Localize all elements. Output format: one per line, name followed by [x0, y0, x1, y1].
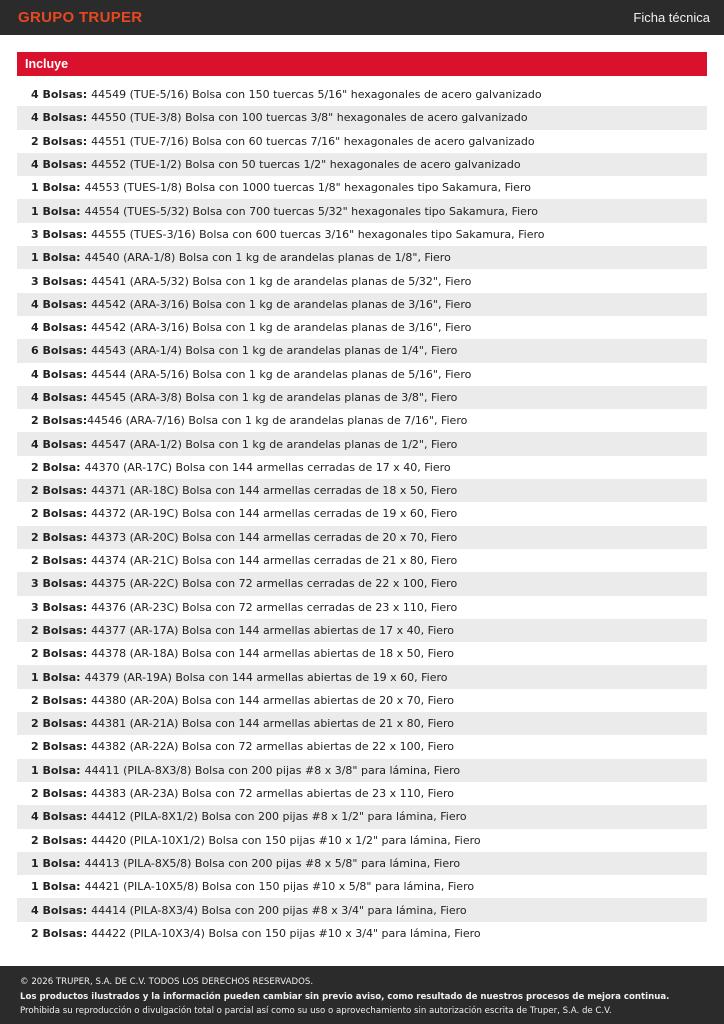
item-description: 44378 (AR-18A) Bolsa con 144 armellas abiertas de 18 x 50, Fiero — [91, 647, 455, 661]
item-description: 44381 (AR-21A) Bolsa con 144 armellas abiertas de 21 x 80, Fiero — [91, 717, 455, 731]
item-description: 44542 (ARA-3/16) Bolsa con 1 kg de arandelas planas de 3/16", Fiero — [91, 297, 472, 311]
list-item — [17, 549, 707, 572]
item-description: 44554 (TUES-5/32) Bolsa con 700 tuercas 5/32" hexagonales tipo Sakamura, Fiero — [84, 204, 538, 218]
footer-copyright: © 2026 TRUPER, S.A. DE C.V. TODOS LOS DERECHOS RESERVADOS. — [20, 977, 314, 987]
item-quantity: 3 Bolsas: — [31, 274, 88, 288]
item-quantity: 3 Bolsas: — [31, 577, 88, 591]
item-description: 44555 (TUES-3/16) Bolsa con 600 tuercas 3/16" hexagonales tipo Sakamura, Fiero — [91, 227, 545, 241]
list-item — [17, 176, 707, 199]
list-item — [17, 689, 707, 712]
list-item — [17, 339, 707, 362]
list-item — [17, 829, 707, 852]
item-quantity: 4 Bolsas: — [31, 321, 88, 335]
item-quantity: 2 Bolsas: — [31, 623, 88, 637]
item-description: 44374 (AR-21C) Bolsa con 144 armellas cerradas de 21 x 80, Fiero — [91, 554, 458, 568]
item-quantity: 4 Bolsas: — [31, 903, 88, 917]
item-quantity: 1 Bolsa: — [31, 856, 81, 870]
list-item — [17, 898, 707, 921]
item-quantity: 2 Bolsas: — [31, 530, 88, 544]
list-item — [17, 805, 707, 828]
item-description: 44421 (PILA-10X5/8) Bolsa con 150 pijas #10 x 5/8" para lámina, Fiero — [84, 880, 475, 894]
item-quantity: 4 Bolsas: — [31, 111, 88, 125]
item-description: 44420 (PILA-10X1/2) Bolsa con 150 pijas #10 x 1/2" para lámina, Fiero — [91, 833, 481, 847]
item-description: 44379 (AR-19A) Bolsa con 144 armellas abiertas de 19 x 60, Fiero — [84, 670, 448, 684]
list-item — [17, 526, 707, 549]
list-item — [17, 596, 707, 619]
list-item — [17, 130, 707, 153]
top-bar — [0, 0, 724, 35]
list-item — [17, 852, 707, 875]
item-quantity: 1 Bolsa: — [31, 181, 81, 195]
item-description: 44422 (PILA-10X3/4) Bolsa con 150 pijas #10 x 3/4" para lámina, Fiero — [91, 926, 481, 940]
item-quantity: 2 Bolsas: — [31, 693, 88, 707]
list-item — [17, 572, 707, 595]
included-items-list — [17, 83, 707, 945]
item-description: 44413 (PILA-8X5/8) Bolsa con 200 pijas #8 x 5/8" para lámina, Fiero — [84, 856, 461, 870]
item-quantity: 2 Bolsas: — [31, 717, 88, 731]
item-quantity: 2 Bolsas: — [31, 554, 88, 568]
item-quantity: 4 Bolsas: — [31, 437, 88, 451]
list-item — [17, 316, 707, 339]
footer — [0, 966, 724, 1024]
item-quantity: 1 Bolsa: — [31, 204, 81, 218]
item-quantity: 2 Bolsas: — [31, 484, 88, 498]
list-item — [17, 875, 707, 898]
list-item — [17, 712, 707, 735]
item-description: 44375 (AR-22C) Bolsa con 72 armellas cerradas de 22 x 100, Fiero — [91, 577, 458, 591]
item-quantity: 1 Bolsa: — [31, 880, 81, 894]
item-quantity: 4 Bolsas: — [31, 810, 88, 824]
item-description: 44546 (ARA-7/16) Bolsa con 1 kg de arandelas planas de 7/16", Fiero — [87, 414, 468, 428]
list-item — [17, 106, 707, 129]
item-description: 44372 (AR-19C) Bolsa con 144 armellas cerradas de 19 x 60, Fiero — [91, 507, 458, 521]
item-quantity: 2 Bolsas: — [31, 414, 88, 428]
footer-prohibition: Prohibida su reproducción o divulgación total o parcial así como su uso o aprovechamiento sin autorización escrita de Truper, S.A. de C.V. — [20, 1006, 612, 1016]
list-item — [17, 246, 707, 269]
item-description: 44411 (PILA-8X3/8) Bolsa con 200 pijas #8 x 3/8" para lámina, Fiero — [84, 763, 461, 777]
item-description: 44371 (AR-18C) Bolsa con 144 armellas cerradas de 18 x 50, Fiero — [91, 484, 458, 498]
item-description: 44370 (AR-17C) Bolsa con 144 armellas cerradas de 17 x 40, Fiero — [84, 460, 451, 474]
list-item — [17, 386, 707, 409]
item-description: 44382 (AR-22A) Bolsa con 72 armellas abiertas de 22 x 100, Fiero — [91, 740, 455, 754]
item-quantity: 2 Bolsas: — [31, 740, 88, 754]
list-item — [17, 363, 707, 386]
list-item — [17, 619, 707, 642]
item-quantity: 6 Bolsas: — [31, 344, 88, 358]
item-quantity: 2 Bolsa: — [31, 460, 81, 474]
item-quantity: 4 Bolsas: — [31, 367, 88, 381]
item-description: 44383 (AR-23A) Bolsa con 72 armellas abiertas de 23 x 110, Fiero — [91, 787, 455, 801]
item-quantity: 3 Bolsas: — [31, 600, 88, 614]
section-header-incluye — [17, 52, 707, 76]
item-description: 44553 (TUES-1/8) Bolsa con 1000 tuercas 1/8" hexagonales tipo Sakamura, Fiero — [84, 181, 531, 195]
list-item — [17, 83, 707, 106]
list-item — [17, 479, 707, 502]
item-description: 44541 (ARA-5/32) Bolsa con 1 kg de arandelas planas de 5/32", Fiero — [91, 274, 472, 288]
item-quantity: 4 Bolsas: — [31, 88, 88, 102]
document-type-label: Ficha técnica — [633, 10, 710, 25]
item-description: 44545 (ARA-3/8) Bolsa con 1 kg de arandelas planas de 3/8", Fiero — [91, 391, 458, 404]
item-quantity: 2 Bolsas: — [31, 647, 88, 661]
item-quantity: 3 Bolsas: — [31, 227, 88, 241]
item-quantity: 4 Bolsas: — [31, 297, 88, 311]
item-quantity: 1 Bolsa: — [31, 670, 81, 684]
item-description: 44373 (AR-20C) Bolsa con 144 armellas cerradas de 20 x 70, Fiero — [91, 530, 458, 544]
item-quantity: 1 Bolsa: — [31, 763, 81, 777]
list-item — [17, 782, 707, 805]
item-description: 44376 (AR-23C) Bolsa con 72 armellas cerradas de 23 x 110, Fiero — [91, 600, 458, 614]
list-item — [17, 153, 707, 176]
item-description: 44377 (AR-17A) Bolsa con 144 armellas abiertas de 17 x 40, Fiero — [91, 623, 455, 637]
list-item — [17, 759, 707, 782]
item-description: 44540 (ARA-1/8) Bolsa con 1 kg de arandelas planas de 1/8", Fiero — [84, 251, 451, 265]
list-item — [17, 199, 707, 222]
item-description: 44380 (AR-20A) Bolsa con 144 armellas abiertas de 20 x 70, Fiero — [91, 693, 455, 707]
item-quantity: 2 Bolsas: — [31, 134, 88, 148]
item-quantity: 2 Bolsas: — [31, 507, 88, 521]
item-quantity: 2 Bolsas: — [31, 833, 88, 847]
list-item — [17, 456, 707, 479]
list-item — [17, 432, 707, 455]
item-quantity: 2 Bolsas: — [31, 787, 88, 801]
item-description: 44542 (ARA-3/16) Bolsa con 1 kg de arandelas planas de 3/16", Fiero — [91, 321, 472, 335]
item-description: 44549 (TUE-5/16) Bolsa con 150 tuercas 5/16" hexagonales de acero galvanizado — [91, 88, 542, 102]
list-item — [17, 922, 707, 945]
footer-notice: Los productos ilustrados y la información pueden cambiar sin previo aviso, como resultado de nuestros procesos de mejora continua. — [20, 991, 670, 1002]
item-description: 44547 (ARA-1/2) Bolsa con 1 kg de arandelas planas de 1/2", Fiero — [91, 437, 458, 451]
list-item — [17, 293, 707, 316]
list-item — [17, 223, 707, 246]
item-quantity: 1 Bolsa: — [31, 251, 81, 265]
item-quantity: 4 Bolsas: — [31, 158, 88, 172]
list-item — [17, 642, 707, 665]
item-description: 44551 (TUE-7/16) Bolsa con 60 tuercas 7/16" hexagonales de acero galvanizado — [91, 134, 535, 148]
list-item — [17, 409, 707, 432]
list-item — [17, 269, 707, 292]
item-quantity: 2 Bolsas: — [31, 926, 88, 940]
item-description: 44544 (ARA-5/16) Bolsa con 1 kg de arandelas planas de 5/16", Fiero — [91, 367, 472, 381]
list-item — [17, 502, 707, 525]
item-description: 44414 (PILA-8X3/4) Bolsa con 200 pijas #8 x 3/4" para lámina, Fiero — [91, 903, 467, 917]
item-description: 44552 (TUE-1/2) Bolsa con 50 tuercas 1/2" hexagonales de acero galvanizado — [91, 158, 521, 172]
item-quantity: 4 Bolsas: — [31, 391, 88, 404]
item-description: 44412 (PILA-8X1/2) Bolsa con 200 pijas #8 x 1/2" para lámina, Fiero — [91, 810, 467, 824]
brand-logo: GRUPO TRUPER — [18, 9, 143, 26]
list-item — [17, 735, 707, 758]
section-title: Incluye — [25, 57, 69, 71]
item-description: 44543 (ARA-1/4) Bolsa con 1 kg de arandelas planas de 1/4", Fiero — [91, 344, 458, 358]
item-description: 44550 (TUE-3/8) Bolsa con 100 tuercas 3/8" hexagonales de acero galvanizado — [91, 111, 528, 125]
list-item — [17, 665, 707, 688]
